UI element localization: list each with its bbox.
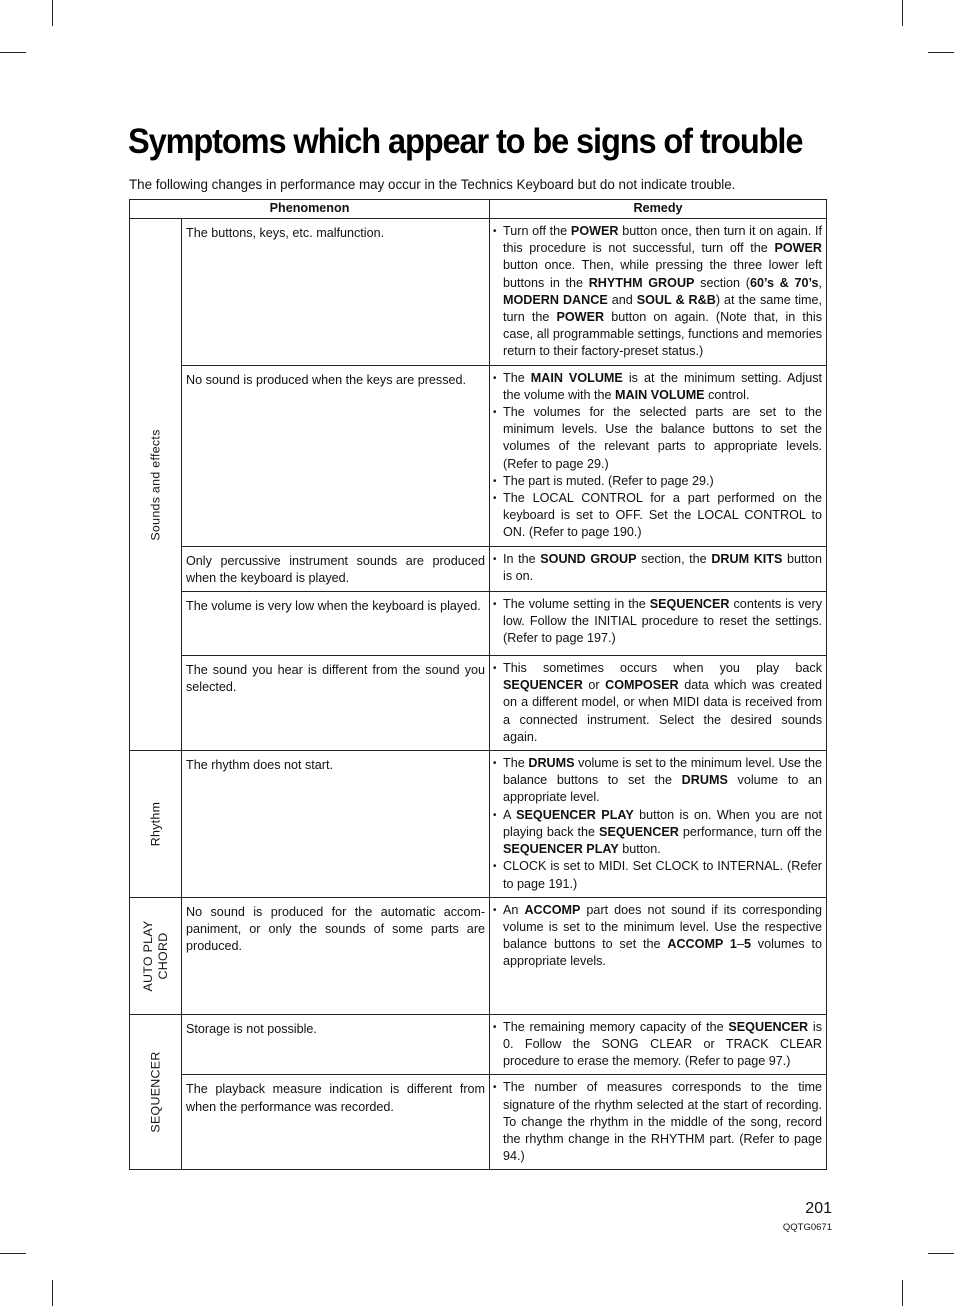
crop-mark [52, 1280, 53, 1306]
remedy-item [493, 490, 822, 542]
remedy-item [493, 473, 822, 490]
remedy-cell [490, 897, 827, 1014]
remedy-bold-text: MODERN DANCE [503, 292, 608, 307]
category-sounds-and-effects [130, 219, 182, 751]
table-row [130, 365, 827, 546]
phenomenon-cell: Only percussive instrument sounds are produced when the keyboard is played. [182, 546, 490, 591]
remedy-text: and [607, 292, 637, 307]
remedy-cell [490, 1014, 827, 1075]
remedy-item [493, 370, 822, 404]
remedy-text: In the [503, 551, 541, 566]
remedy-bold-text: POWER [570, 224, 619, 238]
phenomenon-cell: The rhythm does not start. [182, 751, 490, 898]
category-label-line: CHORD [155, 932, 170, 980]
remedy-cell [490, 1075, 827, 1170]
remedy-text: The [503, 756, 529, 771]
remedy-cell [490, 751, 827, 898]
remedy-text: button is on. [503, 551, 823, 583]
remedy-text: data which was created on a different model, or when MIDI data is received from a connected instrument. Select the desired sounds again. [503, 678, 823, 744]
remedy-bold-text: MAIN VOLUME [530, 370, 623, 385]
remedy-bold-text: SOUND GROUP [540, 551, 637, 566]
header-phenomenon: Phenomenon [130, 200, 490, 219]
remedy-bold-text: SEQUENCER PLAY [503, 842, 619, 857]
remedy-text: The part is muted. (Refer to page 29.) [503, 473, 714, 488]
remedy-bold-text: POWER [556, 310, 605, 325]
remedy-text: The volume setting in the [503, 597, 650, 612]
remedy-cell [490, 656, 827, 751]
table-row [130, 1075, 827, 1170]
table-row [130, 656, 827, 751]
remedy-cell [490, 592, 827, 656]
remedy-bold-text: SEQUENCER [728, 1019, 809, 1034]
remedy-text: The remaining memory capacity of the [503, 1019, 729, 1034]
remedy-text: , [818, 275, 822, 290]
table-row [130, 897, 827, 1014]
remedy-bold-text: COMPOSER [605, 678, 679, 693]
remedy-item [493, 551, 822, 585]
remedy-cell [490, 365, 827, 546]
remedy-text: button once, then turn it on again. If this procedure is not successful, turn off the [503, 224, 822, 256]
page-number: 201 [805, 1200, 832, 1217]
remedy-bold-text: SOUL & R&B [636, 292, 716, 307]
remedy-item [493, 807, 822, 859]
remedy-text: ) at the same time, turn the [503, 292, 823, 325]
remedy-bold-text: DRUMS [528, 756, 575, 771]
category-label: Sounds and effects [148, 428, 162, 541]
remedy-bold-text: DRUMS [681, 773, 728, 788]
remedy-text: performance, turn off the [678, 824, 823, 839]
remedy-text: volumes to appropriate levels. [503, 937, 823, 969]
crop-mark [928, 52, 954, 53]
remedy-text: A [503, 807, 517, 822]
category-auto-play-chord [130, 897, 182, 1014]
remedy-text: section ( [694, 275, 750, 290]
remedy-text: control. [704, 387, 750, 402]
remedy-item [493, 1019, 822, 1071]
category-label [141, 920, 171, 991]
phenomenon-cell: The buttons, keys, etc. malfunction. [182, 219, 490, 366]
crop-mark [0, 1253, 26, 1254]
phenomenon-cell: No sound is produced for the automatic accom-paniment, or only the sounds of some parts are produced. [182, 897, 490, 1014]
remedy-text: The number of measures corresponds to the time signature of the rhythm selected at the start of recording. To change the rhythm in the middle of the song, record the rhythm change in the RHYTHM part. (Refer to page 94.) [503, 1080, 823, 1164]
remedy-item [493, 660, 822, 746]
crop-mark [902, 1280, 903, 1306]
remedy-text: The volumes for the selected parts are set to the minimum levels. Use the balance buttons to set the volumes of the relevant parts to appropriate levels. (Refer to page 29.) [503, 405, 823, 471]
table-row [130, 546, 827, 591]
remedy-cell [490, 546, 827, 591]
category-label-line: AUTO PLAY [140, 920, 155, 992]
table-header-row [130, 200, 827, 219]
remedy-bold-text: 60’s & 70’s [749, 275, 819, 290]
remedy-bold-text: SEQUENCER [599, 824, 679, 839]
crop-mark [928, 1253, 954, 1254]
phenomenon-cell: The volume is very low when the keyboard is played. [182, 592, 490, 656]
crop-mark [0, 52, 26, 53]
phenomenon-cell: The playback measure indication is different from when the performance was recorded. [182, 1075, 490, 1170]
crop-mark [52, 0, 53, 26]
remedy-text: – [736, 937, 744, 952]
category-label: SEQUENCER [148, 1051, 162, 1133]
remedy-item [493, 902, 822, 971]
remedy-text: Turn off the [503, 224, 571, 238]
remedy-item [493, 858, 822, 892]
remedy-text: volume to an appropriate level. [503, 773, 823, 805]
remedy-text: button on again. (Note that, in this case, all programmable settings, functions and memories return to their factory-preset status.) [503, 310, 823, 359]
remedy-bold-text: ACCOMP 1 [667, 937, 737, 952]
remedy-text: button. [618, 842, 661, 857]
remedy-bold-text: RHYTHM GROUP [588, 275, 695, 290]
page-title: Symptoms which appear to be signs of trouble [128, 122, 803, 161]
remedy-bold-text: SEQUENCER [503, 678, 583, 693]
category-sequencer [130, 1014, 182, 1170]
remedy-cell [490, 219, 827, 366]
remedy-item [493, 596, 822, 648]
phenomenon-cell: No sound is produced when the keys are pressed. [182, 365, 490, 546]
remedy-item [493, 404, 822, 473]
remedy-bold-text: MAIN VOLUME [615, 387, 705, 402]
trouble-table [129, 199, 827, 1170]
remedy-item [493, 223, 822, 361]
table-row [130, 751, 827, 898]
intro-text: The following changes in performance may occur in the Technics Keyboard but do not indicate trouble. [129, 177, 736, 192]
category-rhythm [130, 751, 182, 898]
table-row [130, 592, 827, 656]
document-code: QQTG0671 [782, 1222, 832, 1233]
remedy-text: section, the [636, 551, 712, 566]
remedy-text: is 0. Follow the SONG CLEAR or TRACK CLEAR procedure to erase the memory. (Refer to page 97.) [503, 1019, 823, 1069]
remedy-item [493, 1079, 822, 1165]
remedy-bold-text: ACCOMP [524, 902, 581, 917]
remedy-text: This sometimes occurs when you play back [503, 661, 823, 676]
remedy-text: An [503, 902, 525, 917]
remedy-bold-text: POWER [774, 241, 823, 256]
remedy-text: button once. Then, while pressing the three lower left buttons in the [503, 258, 823, 290]
remedy-text: is at the minimum setting. Adjust the volume with the [503, 370, 823, 402]
remedy-text: contents is very low. Follow the INITIAL procedure to reset the settings. (Refer to page 197.) [503, 597, 823, 646]
remedy-text: or [582, 678, 606, 693]
table-row [130, 1014, 827, 1075]
remedy-text: part does not sound if its corresponding volume is set to the minimum level. Use the respective balance buttons to set the [503, 902, 823, 952]
phenomenon-cell: Storage is not possible. [182, 1014, 490, 1075]
remedy-text: button is on. When you are not playing back the [503, 807, 823, 839]
remedy-text: The [503, 370, 531, 385]
phenomenon-cell: The sound you hear is different from the sound you selected. [182, 656, 490, 751]
remedy-bold-text: SEQUENCER [649, 597, 730, 612]
remedy-bold-text: DRUM KITS [711, 551, 783, 566]
header-remedy: Remedy [490, 200, 827, 219]
table-row [130, 219, 827, 366]
remedy-text: The LOCAL CONTROL for a part performed on the keyboard is set to OFF. Set the LOCAL CONTROL to ON. (Refer to page 190.) [503, 491, 823, 540]
remedy-bold-text: 5 [743, 937, 751, 952]
crop-mark [902, 0, 903, 26]
remedy-item [493, 755, 822, 807]
remedy-bold-text: SEQUENCER PLAY [516, 807, 634, 822]
remedy-text: volume is set to the minimum level. Use the balance buttons to set the [503, 756, 823, 788]
category-label: Rhythm [148, 801, 162, 847]
remedy-text: CLOCK is set to MIDI. Set CLOCK to INTERNAL. (Refer to page 191.) [503, 859, 823, 891]
